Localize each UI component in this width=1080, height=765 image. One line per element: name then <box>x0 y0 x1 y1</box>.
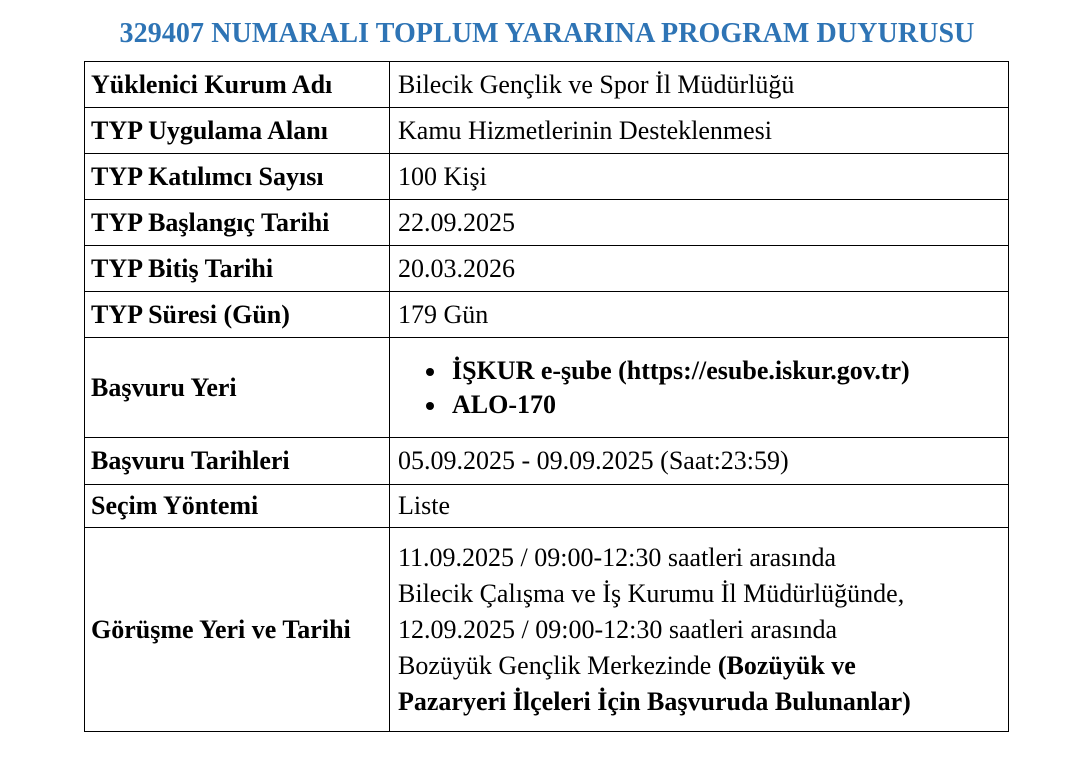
row-value-duration: 179 Gün <box>390 292 1009 338</box>
row-label-end-date: TYP Bitiş Tarihi <box>85 246 390 292</box>
row-label-selection-method: Seçim Yöntemi <box>85 485 390 528</box>
table-row <box>85 438 1009 485</box>
row-label-duration: TYP Süresi (Gün) <box>85 292 390 338</box>
table-row <box>85 154 1009 200</box>
program-info-table <box>84 61 1009 732</box>
row-value-start-date: 22.09.2025 <box>390 200 1009 246</box>
row-label-apply-dates: Başvuru Tarihleri <box>85 438 390 485</box>
table-row <box>85 246 1009 292</box>
row-value-interview <box>390 528 1009 732</box>
row-label-application-area: TYP Uygulama Alanı <box>85 108 390 154</box>
page-title: 329407 NUMARALI TOPLUM YARARINA PROGRAM DUYURUSU <box>119 18 975 49</box>
interview-line-5 <box>398 684 1002 720</box>
interview-line-4 <box>398 648 1002 684</box>
table-row <box>85 108 1009 154</box>
row-value-apply-dates: 05.09.2025 - 09.09.2025 (Saat:23:59) <box>390 438 1009 485</box>
interview-line-3: 12.09.2025 / 09:00-12:30 saatleri arasında <box>398 614 838 644</box>
row-label-contractor: Yüklenici Kurum Adı <box>85 62 390 108</box>
interview-line-4-plain: Bozüyük Gençlik Merkezinde <box>398 650 718 680</box>
row-label-participant-count: TYP Katılımcı Sayısı <box>85 154 390 200</box>
row-label-apply-place: Başvuru Yeri <box>85 338 390 438</box>
interview-line-5-bold: Pazaryeri İlçeleri İçin Başvuruda Bulunanlar) <box>398 686 911 716</box>
apply-place-list <box>398 354 1002 422</box>
row-value-end-date: 20.03.2026 <box>390 246 1009 292</box>
table-row <box>85 62 1009 108</box>
table-row <box>85 292 1009 338</box>
row-value-participant-count: 100 Kişi <box>390 154 1009 200</box>
row-value-selection-method: Liste <box>390 485 1009 528</box>
table-row <box>85 528 1009 732</box>
row-label-interview: Görüşme Yeri ve Tarihi <box>85 528 390 732</box>
row-value-apply-place <box>390 338 1009 438</box>
row-value-contractor: Bilecik Gençlik ve Spor İl Müdürlüğü <box>390 62 1009 108</box>
table-row <box>85 485 1009 528</box>
table-row <box>85 200 1009 246</box>
interview-line-1: 11.09.2025 / 09:00-12:30 saatleri arasında <box>398 542 837 572</box>
list-item: • İŞKUR e-şube (https://esube.iskur.gov.tr) <box>448 354 1002 388</box>
table-row <box>85 338 1009 438</box>
interview-line-2: Bilecik Çalışma ve İş Kurumu İl Müdürlüğünde, <box>398 578 905 608</box>
list-item: • ALO-170 <box>448 388 1002 422</box>
row-label-start-date: TYP Başlangıç Tarihi <box>85 200 390 246</box>
row-value-application-area: Kamu Hizmetlerinin Desteklenmesi <box>390 108 1009 154</box>
interview-line-4-bold: (Bozüyük ve <box>717 650 856 680</box>
